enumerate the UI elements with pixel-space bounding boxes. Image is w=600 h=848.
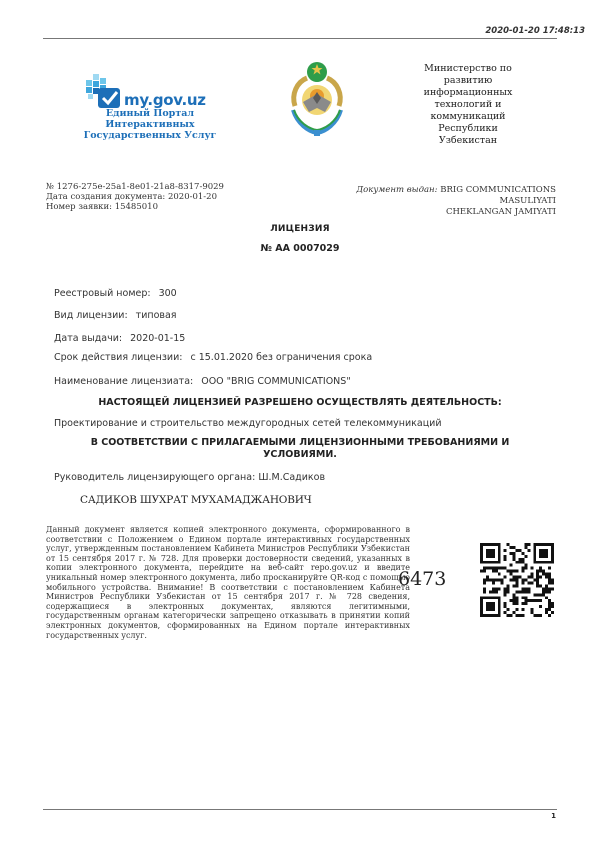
field-validity bbox=[54, 352, 372, 363]
page-number: 1 bbox=[551, 812, 556, 820]
activity-text: Проектирование и строительство междугородных сетей телекоммуникаций bbox=[54, 418, 442, 429]
license-title: ЛИЦЕНЗИЯ bbox=[270, 224, 330, 234]
authority-head bbox=[54, 472, 325, 483]
field-license-type bbox=[54, 310, 177, 321]
document-created: Дата создания документа: 2020-01-20 bbox=[46, 192, 217, 202]
state-emblem-icon bbox=[285, 54, 349, 144]
bottom-divider bbox=[43, 809, 557, 810]
issuer-block bbox=[310, 185, 556, 218]
field-label: Вид лицензии: bbox=[54, 310, 128, 321]
issuer-label: Документ выдан: bbox=[356, 185, 438, 195]
portal-caption-line2: Государственных Услуг bbox=[83, 130, 217, 141]
license-number: № АА 0007029 bbox=[260, 243, 340, 254]
activity-heading: НАСТОЯЩЕЙ ЛИЦЕНЗИЕЙ РАЗРЕШЕНО ОСУЩЕСТВЛЯТЬ ДЕЯТЕЛЬНОСТЬ: bbox=[98, 397, 502, 408]
field-label: Наименование лицензиата: bbox=[54, 376, 194, 387]
authority-head-label: Руководитель лицензирующего органа: bbox=[54, 472, 256, 483]
legal-disclaimer: Данный документ является копией электронного документа, сформированного в соответствии с Положением о Едином портале интерактивных государственных услуг, утвержденным постановлением Кабинета Министров Республики Узбекистан от 15 сентября 2017 г. № 728. Для проверки достоверности сведений, указанных в копии электронного документа, перейдите на веб-сайт repo.gov.uz и введите уникальный номер электронного документа, либо просканируйте QR-код с помощью мобильного устройства. Внимание! В соответствии с постановлением Кабинета Министров Республики Узбекистан от 15 сентября 2017 г. № 728 сведения, содержащиеся в электронных документах, являются легитимными, государственным органам категорически запрещено отказывать в принятии копий электронных документов, сформированных на Едином портале интерактивных государственных услуг. bbox=[46, 525, 410, 640]
ministry-line: информационных bbox=[423, 87, 513, 98]
brand-name: my.gov.uz bbox=[124, 91, 206, 109]
field-value: 300 bbox=[158, 288, 177, 299]
field-value: ООО "BRIG COMMUNICATIONS" bbox=[201, 376, 351, 387]
compliance-line1: В СООТВЕТСТВИИ С ПРИЛАГАЕМЫМИ ЛИЦЕНЗИОННЫМИ ТРЕБОВАНИЯМИ И bbox=[90, 437, 510, 448]
request-number: Номер заявки: 15485010 bbox=[46, 202, 158, 212]
field-label: Дата выдачи: bbox=[54, 333, 123, 344]
field-value: типовая bbox=[135, 310, 177, 321]
field-issue-date bbox=[54, 333, 185, 344]
print-timestamp: 2020-01-20 17:48:13 bbox=[485, 26, 585, 36]
field-label: Реестровый номер: bbox=[54, 288, 151, 299]
top-divider bbox=[43, 38, 557, 39]
ministry-line: технологий и bbox=[434, 99, 502, 110]
issuer-name-line1: BRIG COMMUNICATIONS MASULIYATI bbox=[440, 185, 556, 206]
ministry-name bbox=[408, 63, 528, 147]
ministry-line: коммуникаций bbox=[430, 111, 506, 122]
ministry-line: Республики Узбекистан bbox=[438, 123, 498, 146]
verification-code: 6473 bbox=[398, 568, 447, 590]
authority-head-value: Ш.М.Садиков bbox=[258, 472, 326, 483]
ministry-line: развитию bbox=[443, 75, 493, 86]
field-value: 2020-01-15 bbox=[130, 333, 186, 344]
signatory-name: САДИКОВ ШУХРАТ МУХАМАДЖАНОВИЧ bbox=[80, 494, 312, 506]
field-label: Срок действия лицензии: bbox=[54, 352, 183, 363]
document-meta bbox=[46, 182, 224, 212]
compliance-line2: УСЛОВИЯМИ. bbox=[263, 449, 337, 460]
issuer-name-line2: CHEKLANGAN JAMIYATI bbox=[445, 207, 556, 217]
ministry-line: Министерство по bbox=[424, 63, 512, 74]
field-licensee bbox=[54, 376, 351, 387]
portal-caption-line1: Единый Портал Интерактивных bbox=[105, 108, 195, 130]
document-id: № 1276-275e-25a1-8e01-21a8-8317-9029 bbox=[46, 182, 224, 192]
qr-code-icon bbox=[480, 543, 554, 617]
compliance-heading bbox=[0, 437, 600, 461]
field-registry-number bbox=[54, 288, 177, 299]
portal-caption bbox=[60, 108, 240, 141]
field-value: с 15.01.2020 без ограничения срока bbox=[190, 352, 373, 363]
